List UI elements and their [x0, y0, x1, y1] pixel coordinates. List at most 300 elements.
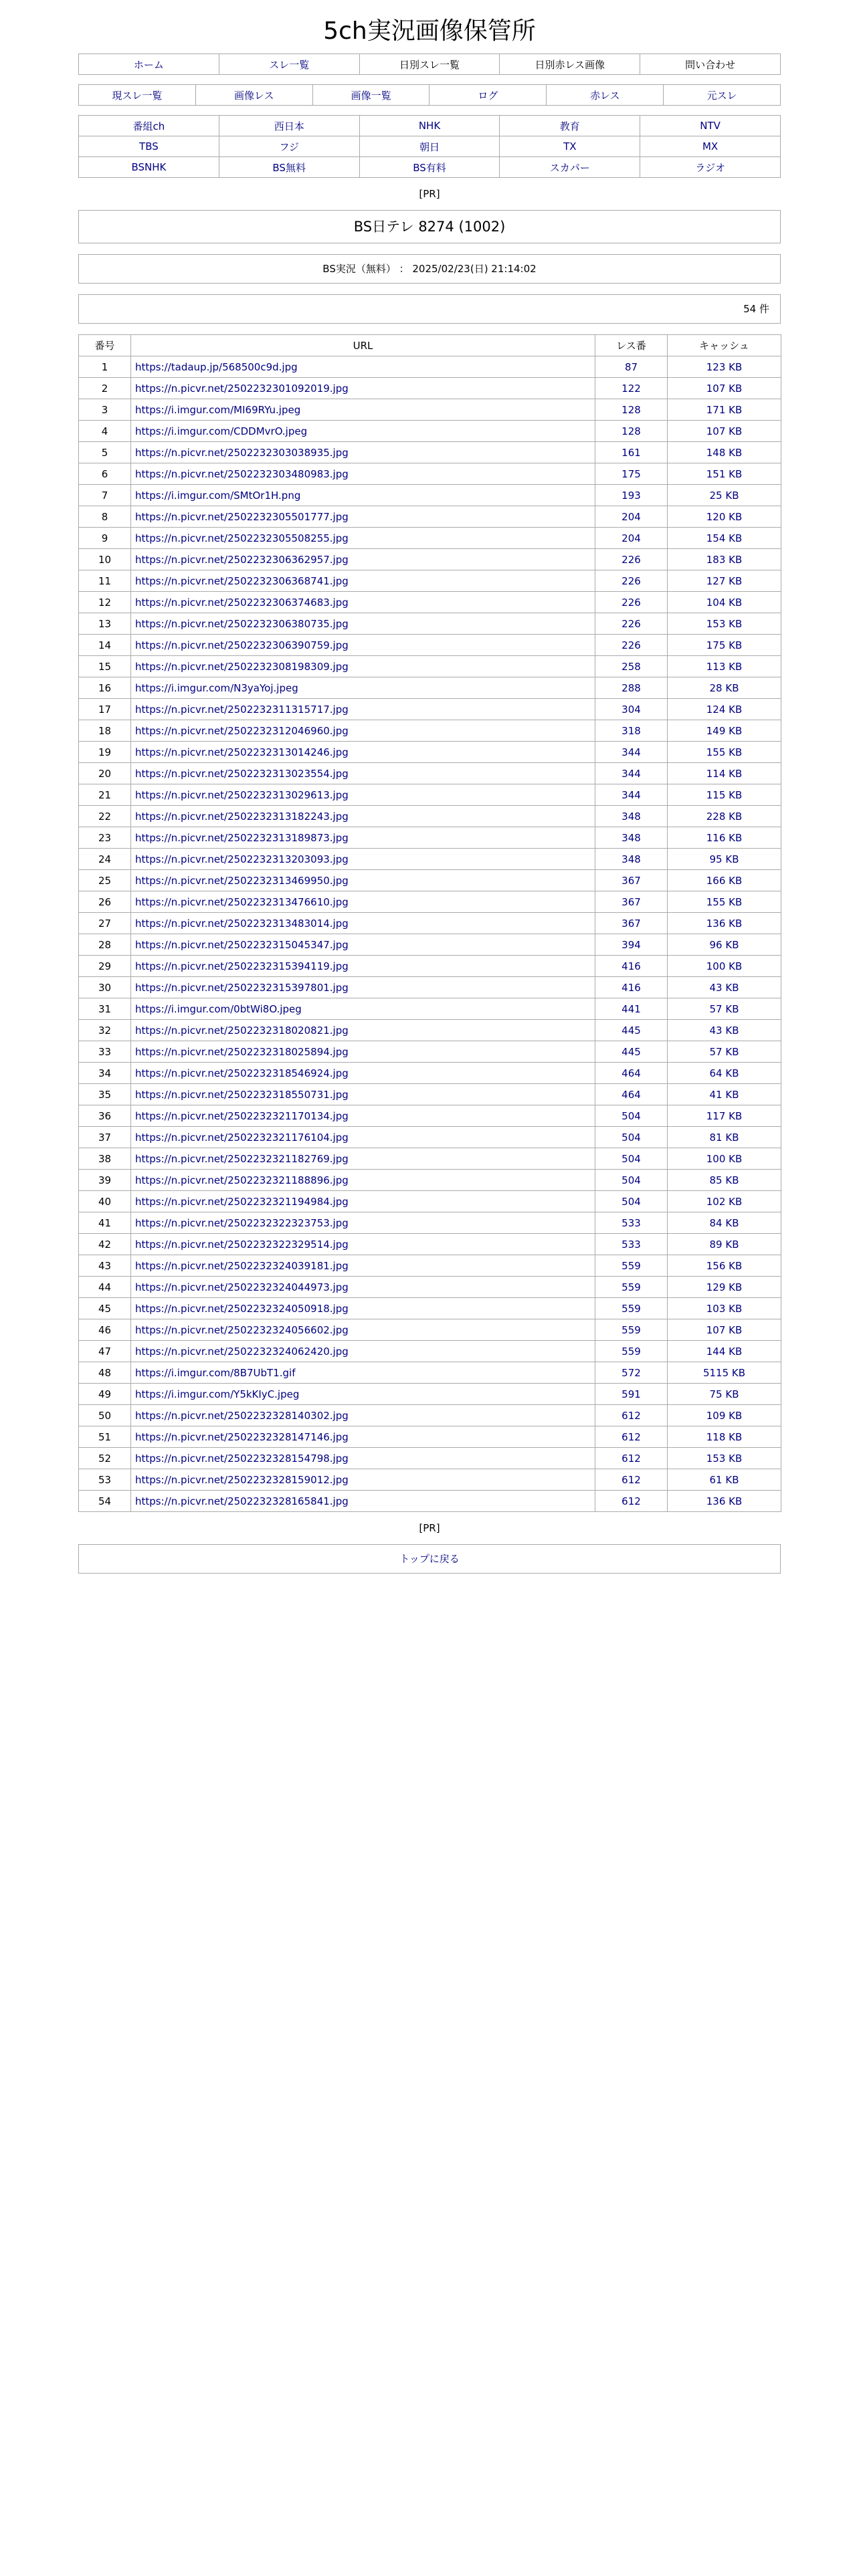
image-url-link[interactable]: https://n.picvr.net/2502232311315717.jpg [135, 703, 349, 716]
row-res-cell [595, 784, 668, 806]
row-url-cell [131, 1341, 595, 1362]
image-url-link[interactable]: https://n.picvr.net/2502232321170134.jpg [135, 1109, 349, 1122]
row-cache-cell [668, 1020, 781, 1041]
nav-thread-1[interactable]: 画像レス [233, 89, 274, 102]
board-link[interactable]: TX [563, 140, 577, 152]
header-number: 番号 [79, 335, 131, 356]
board-link[interactable]: 西日本 [274, 120, 304, 132]
res-number-link[interactable]: 226 [622, 617, 641, 630]
res-number-link[interactable]: 504 [622, 1174, 641, 1186]
res-number-link[interactable]: 612 [622, 1473, 641, 1486]
image-url-link[interactable]: https://i.imgur.com/Y5kKIyC.jpeg [135, 1388, 300, 1400]
cache-link[interactable]: 149 KB [706, 724, 743, 737]
res-number-link[interactable]: 504 [622, 1131, 641, 1144]
board-link[interactable]: TBS [139, 140, 159, 152]
cache-link[interactable]: 107 KB [706, 382, 743, 395]
row-url-cell [131, 592, 595, 613]
cache-link[interactable]: 114 KB [706, 767, 743, 780]
table-row [79, 720, 781, 742]
row-url-cell [131, 977, 595, 998]
nav-main-0-cell [79, 54, 219, 75]
image-url-link[interactable]: https://n.picvr.net/2502232321176104.jpg [135, 1131, 349, 1144]
res-number-link[interactable]: 128 [622, 403, 641, 416]
res-number-link[interactable]: 612 [622, 1495, 641, 1507]
row-cache-cell [668, 934, 781, 956]
cache-link[interactable]: 153 KB [706, 617, 743, 630]
res-number-link[interactable]: 559 [622, 1281, 641, 1293]
row-url-cell [131, 1255, 595, 1277]
image-url-link[interactable]: https://n.picvr.net/2502232315045347.jpg [135, 938, 349, 951]
res-number-link[interactable]: 572 [622, 1366, 641, 1379]
res-number-link[interactable]: 559 [622, 1302, 641, 1315]
nav-main-3-cell [500, 54, 640, 75]
res-number-link[interactable]: 344 [622, 746, 641, 758]
cache-link[interactable]: 151 KB [706, 467, 743, 480]
image-url-link[interactable]: https://n.picvr.net/2502232328159012.jpg [135, 1473, 349, 1486]
res-number-link[interactable]: 504 [622, 1195, 641, 1208]
res-number-link[interactable]: 591 [622, 1388, 641, 1400]
image-url-link[interactable]: https://n.picvr.net/2502232315394119.jpg [135, 960, 349, 972]
row-cache-cell [668, 485, 781, 506]
table-row [79, 613, 781, 635]
thread-nav [78, 84, 781, 106]
cache-link[interactable]: 109 KB [706, 1409, 743, 1422]
cache-link[interactable]: 103 KB [706, 1302, 743, 1315]
row-res-cell [595, 998, 668, 1020]
nav-thread-0[interactable]: 現スレ一覧 [112, 89, 163, 102]
row-number: 46 [79, 1319, 131, 1341]
res-number-link[interactable]: 559 [622, 1323, 641, 1336]
row-number: 12 [79, 592, 131, 613]
res-number-link[interactable]: 612 [622, 1409, 641, 1422]
row-res-cell [595, 956, 668, 977]
image-url-link[interactable]: https://n.picvr.net/2502232328165841.jpg [135, 1495, 349, 1507]
row-res-cell [595, 378, 668, 399]
cache-link[interactable]: 107 KB [706, 425, 743, 437]
res-number-link[interactable]: 258 [622, 660, 641, 673]
image-url-link[interactable]: https://n.picvr.net/2502232318550731.jpg [135, 1088, 349, 1101]
cache-link[interactable]: 136 KB [706, 917, 743, 930]
board-link[interactable]: 番組ch [132, 120, 165, 132]
cache-link[interactable]: 175 KB [706, 639, 743, 651]
image-url-link[interactable]: https://n.picvr.net/2502232318546924.jpg [135, 1067, 349, 1079]
res-number-link[interactable]: 504 [622, 1152, 641, 1165]
nav-main-4-cell [640, 54, 781, 75]
row-res-cell [595, 1405, 668, 1426]
cache-link[interactable]: 166 KB [706, 874, 743, 887]
row-res-cell [595, 421, 668, 442]
cache-link[interactable]: 25 KB [709, 489, 739, 502]
res-number-link[interactable]: 128 [622, 425, 641, 437]
cache-link[interactable]: 136 KB [706, 1495, 743, 1507]
image-url-link[interactable]: https://n.picvr.net/2502232328154798.jpg [135, 1452, 349, 1465]
image-url-link[interactable]: https://n.picvr.net/2502232313014246.jpg [135, 746, 349, 758]
image-url-link[interactable]: https://n.picvr.net/2502232303480983.jpg [135, 467, 349, 480]
cache-link[interactable]: 120 KB [706, 510, 743, 523]
row-number: 10 [79, 549, 131, 570]
res-number-link[interactable]: 504 [622, 1109, 641, 1122]
image-url-link[interactable]: https://n.picvr.net/2502232324062420.jpg [135, 1345, 349, 1358]
row-res-cell [595, 1148, 668, 1170]
table-row [79, 570, 781, 592]
row-number: 48 [79, 1362, 131, 1384]
image-url-link[interactable]: https://n.picvr.net/2502232321182769.jpg [135, 1152, 349, 1165]
cache-link[interactable]: 153 KB [706, 1452, 743, 1465]
row-number: 5 [79, 442, 131, 463]
image-url-link[interactable]: https://n.picvr.net/2502232321188896.jpg [135, 1174, 349, 1186]
cache-link[interactable]: 127 KB [706, 574, 743, 587]
table-row [79, 463, 781, 485]
cache-link[interactable]: 85 KB [709, 1174, 739, 1186]
image-url-link[interactable]: https://n.picvr.net/2502232306368741.jpg [135, 574, 349, 587]
row-url-cell [131, 720, 595, 742]
image-url-link[interactable]: https://n.picvr.net/2502232303038935.jpg [135, 446, 349, 459]
res-number-link[interactable]: 348 [622, 810, 641, 823]
image-url-link[interactable]: https://n.picvr.net/2502232318025894.jpg [135, 1045, 349, 1058]
image-table [78, 334, 781, 1512]
row-url-cell [131, 1448, 595, 1469]
image-url-link[interactable]: https://n.picvr.net/2502232312046960.jpg [135, 724, 349, 737]
table-row [79, 827, 781, 849]
board-link-cell [79, 157, 219, 178]
image-url-link[interactable]: https://n.picvr.net/2502232313203093.jpg [135, 853, 349, 865]
nav-thread-5-cell [664, 85, 781, 106]
table-row [79, 1405, 781, 1426]
image-url-link[interactable]: https://n.picvr.net/2502232322323753.jpg [135, 1216, 349, 1229]
image-url-link[interactable]: https://i.imgur.com/N3yaYoj.jpeg [135, 681, 298, 694]
cache-link[interactable]: 107 KB [706, 1323, 743, 1336]
image-url-link[interactable]: https://n.picvr.net/2502232313023554.jpg [135, 767, 349, 780]
row-number: 40 [79, 1191, 131, 1212]
cache-link[interactable]: 96 KB [709, 938, 739, 951]
board-link-cell [79, 116, 219, 136]
row-res-cell [595, 1063, 668, 1084]
row-url-cell [131, 570, 595, 592]
table-row [79, 378, 781, 399]
res-number-link[interactable]: 226 [622, 574, 641, 587]
image-url-link[interactable]: https://i.imgur.com/8B7UbT1.gif [135, 1366, 296, 1379]
res-number-link[interactable]: 87 [624, 360, 638, 373]
table-row [79, 806, 781, 827]
res-number-link[interactable]: 416 [622, 960, 641, 972]
row-url-cell [131, 399, 595, 421]
row-url-cell [131, 891, 595, 913]
cache-link[interactable]: 123 KB [706, 360, 743, 373]
image-url-link[interactable]: https://n.picvr.net/2502232313483014.jpg [135, 917, 349, 930]
image-url-link[interactable]: https://n.picvr.net/2502232324039181.jpg [135, 1259, 349, 1272]
board-link[interactable]: NHK [418, 120, 441, 132]
cache-link[interactable]: 5115 KB [702, 1366, 746, 1379]
image-url-link[interactable]: https://n.picvr.net/2502232315397801.jpg [135, 981, 349, 994]
table-row [79, 549, 781, 570]
res-number-link[interactable]: 445 [622, 1024, 641, 1037]
row-url-cell [131, 1063, 595, 1084]
res-number-link[interactable]: 559 [622, 1345, 641, 1358]
nav-main-0[interactable]: ホーム [133, 58, 164, 71]
image-url-link[interactable]: https://n.picvr.net/2502232313029613.jpg [135, 788, 349, 801]
nav-thread-4[interactable]: 赤レス [589, 89, 620, 102]
table-row [79, 891, 781, 913]
nav-thread-2[interactable]: 画像一覧 [351, 89, 391, 102]
row-cache-cell [668, 699, 781, 720]
res-number-link[interactable]: 226 [622, 639, 641, 651]
row-cache-cell [668, 1170, 781, 1191]
res-number-link[interactable]: 344 [622, 767, 641, 780]
row-number: 23 [79, 827, 131, 849]
cache-link[interactable]: 116 KB [706, 831, 743, 844]
image-url-link[interactable]: https://n.picvr.net/2502232306380735.jpg [135, 617, 349, 630]
table-row [79, 763, 781, 784]
image-url-link[interactable]: https://n.picvr.net/2502232305501777.jpg [135, 510, 349, 523]
row-cache-cell [668, 870, 781, 891]
cache-link[interactable]: 100 KB [706, 960, 743, 972]
res-number-link[interactable]: 464 [622, 1088, 641, 1101]
row-number: 42 [79, 1234, 131, 1255]
res-number-link[interactable]: 226 [622, 553, 641, 566]
res-number-link[interactable]: 348 [622, 853, 641, 865]
cache-link[interactable]: 155 KB [706, 746, 743, 758]
board-nav [78, 115, 781, 178]
board-link[interactable]: BS有料 [413, 161, 446, 174]
row-cache-cell [668, 1277, 781, 1298]
table-row [79, 592, 781, 613]
row-res-cell [595, 1319, 668, 1341]
cache-link[interactable]: 183 KB [706, 553, 743, 566]
board-link[interactable]: スカパー [549, 161, 590, 174]
row-url-cell [131, 1362, 595, 1384]
row-cache-cell [668, 1084, 781, 1105]
cache-link[interactable]: 89 KB [709, 1238, 739, 1251]
res-number-link[interactable]: 367 [622, 895, 641, 908]
cache-link[interactable]: 95 KB [709, 853, 739, 865]
image-url-link[interactable]: https://n.picvr.net/2502232306374683.jpg [135, 596, 349, 609]
row-number: 13 [79, 613, 131, 635]
thread-info: BS実況（無料） ： 2025/02/23(日) 21:14:02 [78, 254, 781, 284]
back-to-top-box [78, 1544, 781, 1574]
row-cache-cell [668, 849, 781, 870]
res-number-link[interactable]: 464 [622, 1067, 641, 1079]
board-link[interactable]: BSNHK [131, 161, 167, 173]
image-url-link[interactable]: https://n.picvr.net/2502232306390759.jpg [135, 639, 349, 651]
cache-link[interactable]: 156 KB [706, 1259, 743, 1272]
cache-link[interactable]: 41 KB [709, 1088, 739, 1101]
row-number: 17 [79, 699, 131, 720]
back-to-top-link[interactable]: トップに戻る [399, 1553, 460, 1565]
cache-link[interactable]: 57 KB [709, 1045, 739, 1058]
cache-link[interactable]: 115 KB [706, 788, 743, 801]
table-row [79, 1341, 781, 1362]
cache-link[interactable]: 43 KB [709, 981, 739, 994]
row-cache-cell [668, 1341, 781, 1362]
image-url-link[interactable]: https://n.picvr.net/2502232324050918.jpg [135, 1302, 349, 1315]
res-number-link[interactable]: 226 [622, 596, 641, 609]
row-url-cell [131, 356, 595, 378]
res-number-link[interactable]: 348 [622, 831, 641, 844]
board-row [79, 116, 781, 136]
row-number: 21 [79, 784, 131, 806]
row-number: 4 [79, 421, 131, 442]
row-url-cell [131, 677, 595, 699]
nav-main-1[interactable]: スレ一覧 [269, 58, 310, 71]
row-cache-cell [668, 635, 781, 656]
res-number-link[interactable]: 559 [622, 1259, 641, 1272]
row-url-cell [131, 806, 595, 827]
image-url-link[interactable]: https://n.picvr.net/2502232318020821.jpg [135, 1024, 349, 1037]
nav-main-4: 問い合わせ [685, 58, 736, 71]
cache-link[interactable]: 28 KB [709, 681, 739, 694]
table-row [79, 934, 781, 956]
res-number-link[interactable]: 122 [622, 382, 641, 395]
row-url-cell [131, 1469, 595, 1491]
table-row [79, 1298, 781, 1319]
cache-link[interactable]: 64 KB [709, 1067, 739, 1079]
image-url-link[interactable]: https://n.picvr.net/2502232313189873.jpg [135, 831, 349, 844]
image-url-link[interactable]: https://n.picvr.net/2502232324056602.jpg [135, 1323, 349, 1336]
res-number-link[interactable]: 416 [622, 981, 641, 994]
cache-link[interactable]: 124 KB [706, 703, 743, 716]
image-url-link[interactable]: https://n.picvr.net/2502232313469950.jpg [135, 874, 349, 887]
row-url-cell [131, 656, 595, 677]
cache-link[interactable]: 100 KB [706, 1152, 743, 1165]
cache-link[interactable]: 171 KB [706, 403, 743, 416]
image-url-link[interactable]: https://n.picvr.net/2502232313182243.jpg [135, 810, 349, 823]
row-cache-cell [668, 977, 781, 998]
table-header-row [79, 335, 781, 356]
res-number-link[interactable]: 367 [622, 917, 641, 930]
image-url-link[interactable]: https://n.picvr.net/2502232328147146.jpg [135, 1430, 349, 1443]
image-url-link[interactable]: https://i.imgur.com/CDDMvrO.jpeg [135, 425, 308, 437]
res-number-link[interactable]: 175 [622, 467, 641, 480]
cache-link[interactable]: 148 KB [706, 446, 743, 459]
image-url-link[interactable]: https://n.picvr.net/2502232322329514.jpg [135, 1238, 349, 1251]
image-url-link[interactable]: https://n.picvr.net/2502232308198309.jpg [135, 660, 349, 673]
image-url-link[interactable]: https://tadaup.jp/568500c9d.jpg [135, 360, 298, 373]
cache-link[interactable]: 144 KB [706, 1345, 743, 1358]
table-row [79, 849, 781, 870]
row-number: 44 [79, 1277, 131, 1298]
board-row [79, 157, 781, 178]
page-container [78, 0, 781, 1574]
image-url-link[interactable]: https://i.imgur.com/0btWi8O.jpeg [135, 1002, 302, 1015]
row-url-cell [131, 378, 595, 399]
cache-link[interactable]: 102 KB [706, 1195, 743, 1208]
res-number-link[interactable]: 533 [622, 1238, 641, 1251]
row-res-cell [595, 1105, 668, 1127]
table-row [79, 913, 781, 934]
row-number: 2 [79, 378, 131, 399]
cache-link[interactable]: 117 KB [706, 1109, 743, 1122]
res-number-link[interactable]: 204 [622, 510, 641, 523]
cache-link[interactable]: 228 KB [706, 810, 743, 823]
res-number-link[interactable]: 344 [622, 788, 641, 801]
cache-link[interactable]: 118 KB [706, 1430, 743, 1443]
row-cache-cell [668, 442, 781, 463]
cache-link[interactable]: 155 KB [706, 895, 743, 908]
cache-link[interactable]: 81 KB [709, 1131, 739, 1144]
res-number-link[interactable]: 445 [622, 1045, 641, 1058]
cache-link[interactable]: 154 KB [706, 532, 743, 544]
image-url-link[interactable]: https://n.picvr.net/2502232301092019.jpg [135, 382, 349, 395]
res-number-link[interactable]: 441 [622, 1002, 641, 1015]
cache-link[interactable]: 84 KB [709, 1216, 739, 1229]
table-row [79, 1127, 781, 1148]
image-url-link[interactable]: https://n.picvr.net/2502232305508255.jpg [135, 532, 349, 544]
nav-main-2: 日別スレ一覧 [399, 58, 460, 71]
res-number-link[interactable]: 533 [622, 1216, 641, 1229]
cache-link[interactable]: 129 KB [706, 1281, 743, 1293]
image-url-link[interactable]: https://i.imgur.com/SMtOr1H.png [135, 489, 301, 502]
cache-link[interactable]: 104 KB [706, 596, 743, 609]
row-res-cell [595, 806, 668, 827]
row-res-cell [595, 677, 668, 699]
cache-link[interactable]: 43 KB [709, 1024, 739, 1037]
board-link[interactable]: MX [702, 140, 719, 152]
res-number-link[interactable]: 394 [622, 938, 641, 951]
row-number: 24 [79, 849, 131, 870]
res-number-link[interactable]: 318 [622, 724, 641, 737]
cache-link[interactable]: 75 KB [709, 1388, 739, 1400]
row-res-cell [595, 613, 668, 635]
image-url-link[interactable]: https://n.picvr.net/2502232306362957.jpg [135, 553, 349, 566]
table-row [79, 1020, 781, 1041]
pr-label-bottom: [PR] [419, 1522, 440, 1534]
board-link[interactable]: 朝日 [419, 140, 440, 153]
res-number-link[interactable]: 367 [622, 874, 641, 887]
res-number-link[interactable]: 161 [622, 446, 641, 459]
table-row [79, 977, 781, 998]
table-row [79, 1063, 781, 1084]
image-url-link[interactable]: https://n.picvr.net/2502232313476610.jpg [135, 895, 349, 908]
board-link[interactable]: ラジオ [695, 161, 726, 174]
row-url-cell [131, 549, 595, 570]
cache-link[interactable]: 61 KB [709, 1473, 739, 1486]
res-number-link[interactable]: 304 [622, 703, 641, 716]
row-url-cell [131, 613, 595, 635]
image-url-link[interactable]: https://n.picvr.net/2502232321194984.jpg [135, 1195, 349, 1208]
row-cache-cell [668, 891, 781, 913]
res-number-link[interactable]: 193 [622, 489, 641, 502]
row-url-cell [131, 463, 595, 485]
board-link[interactable]: 教育 [559, 120, 580, 132]
res-number-link[interactable]: 204 [622, 532, 641, 544]
image-url-link[interactable]: https://n.picvr.net/2502232324044973.jpg [135, 1281, 349, 1293]
nav-thread-3[interactable]: ログ [478, 89, 498, 102]
cache-link[interactable]: 57 KB [709, 1002, 739, 1015]
board-link-cell [359, 116, 500, 136]
image-url-link[interactable]: https://n.picvr.net/2502232328140302.jpg [135, 1409, 349, 1422]
row-cache-cell [668, 356, 781, 378]
cache-link[interactable]: 113 KB [706, 660, 743, 673]
row-url-cell [131, 870, 595, 891]
board-link[interactable]: BS無料 [272, 161, 306, 174]
thread-title: BS日テレ 8274 (1002) [78, 210, 781, 243]
res-number-link[interactable]: 612 [622, 1452, 641, 1465]
row-number: 27 [79, 913, 131, 934]
table-row [79, 1491, 781, 1512]
res-number-link[interactable]: 288 [622, 681, 641, 694]
board-link[interactable]: NTV [700, 120, 721, 132]
res-number-link[interactable]: 612 [622, 1430, 641, 1443]
board-link-cell [359, 136, 500, 157]
board-link-cell [640, 116, 781, 136]
table-row [79, 784, 781, 806]
row-cache-cell [668, 1384, 781, 1405]
row-res-cell [595, 1191, 668, 1212]
nav-thread-5[interactable]: 元スレ [706, 89, 737, 102]
board-link[interactable]: フジ [279, 140, 299, 153]
nav-thread-2-cell [312, 85, 430, 106]
image-url-link[interactable]: https://i.imgur.com/MI69RYu.jpeg [135, 403, 301, 416]
